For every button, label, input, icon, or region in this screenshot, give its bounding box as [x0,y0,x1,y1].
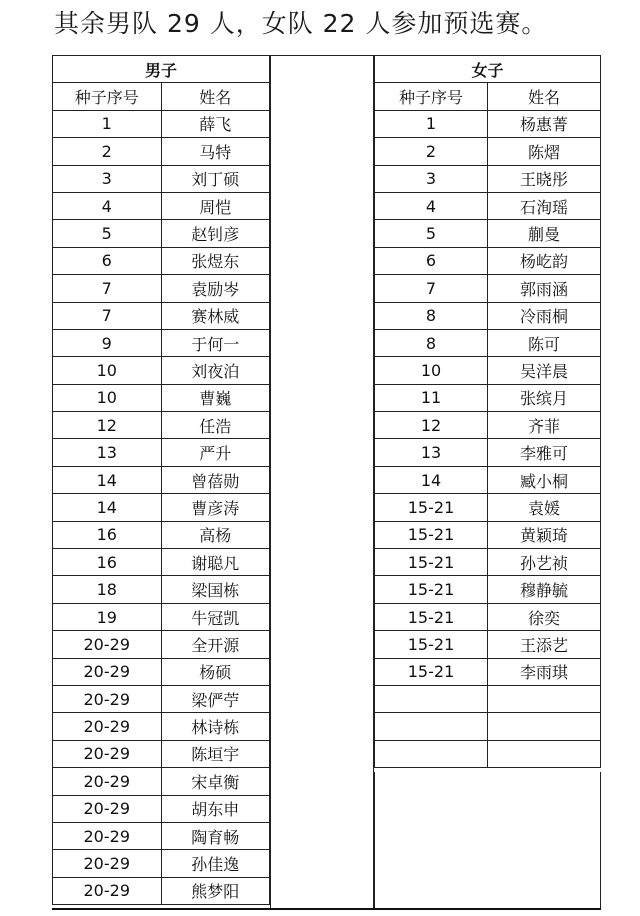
name-cell: 杨屹韵 [488,247,601,274]
table-row [53,768,270,795]
name-cell: 曹巍 [161,384,270,411]
table-row [375,576,601,603]
table-row [53,412,270,439]
name-cell: 郭雨涵 [488,275,601,302]
table-row [53,631,270,658]
table-row [53,247,270,274]
seed-cell: 5 [53,220,162,247]
table-row [53,658,270,685]
name-cell: 马特 [161,138,270,165]
seed-cell: 13 [375,439,488,466]
seed-cell: 20-29 [53,795,162,822]
seed-cell [375,685,488,712]
name-cell: 胡东申 [161,795,270,822]
table-row [375,220,601,247]
men-name-header: 姓名 [161,83,270,110]
table-row [53,494,270,521]
table-row [375,658,601,685]
name-cell: 徐奕 [488,603,601,630]
men-table-panel [52,55,270,905]
name-cell [488,740,601,767]
table-row [53,549,270,576]
name-cell: 李雨琪 [488,658,601,685]
name-cell: 杨硕 [161,658,270,685]
men-table-body [53,110,270,904]
table-row [53,740,270,767]
seed-cell: 6 [375,247,488,274]
table-row [375,603,601,630]
name-cell: 全开源 [161,631,270,658]
seed-cell [375,740,488,767]
seed-cell: 8 [375,302,488,329]
table-row [53,302,270,329]
name-cell: 孙艺祯 [488,549,601,576]
name-cell: 陈熠 [488,138,601,165]
table-row [375,302,601,329]
table-row [53,850,270,877]
table-row [53,713,270,740]
seed-cell: 7 [53,302,162,329]
table-row [53,795,270,822]
name-cell: 陈可 [488,329,601,356]
name-cell: 赵钊彦 [161,220,270,247]
name-cell: 梁国栋 [161,576,270,603]
table-row [53,138,270,165]
name-cell: 严升 [161,439,270,466]
seed-cell: 3 [375,165,488,192]
table-row [375,384,601,411]
name-cell: 刘丁硕 [161,165,270,192]
table-row [53,603,270,630]
name-cell: 周恺 [161,192,270,219]
bottom-rule [52,908,601,910]
name-cell: 陈垣宇 [161,740,270,767]
table-row [53,521,270,548]
seed-cell [375,713,488,740]
seed-cell: 9 [53,329,162,356]
women-table-panel [374,55,601,768]
women-seed-header: 种子序号 [375,83,488,110]
name-cell: 刘夜泊 [161,357,270,384]
table-row [53,384,270,411]
seed-cell: 16 [53,521,162,548]
table-row [53,192,270,219]
table-row [375,275,601,302]
table-row [375,192,601,219]
men-seed-table [52,55,270,905]
table-row [375,740,601,767]
name-cell: 孙佳逸 [161,850,270,877]
seed-cell: 20-29 [53,877,162,904]
name-cell: 袁媛 [488,494,601,521]
seed-cell: 1 [375,110,488,137]
name-cell: 袁励岑 [161,275,270,302]
seed-cell: 15-21 [375,631,488,658]
table-spacer-column [270,55,374,910]
seed-cell: 10 [53,357,162,384]
seed-cell: 2 [375,138,488,165]
seed-cell: 12 [375,412,488,439]
seed-cell: 4 [375,192,488,219]
men-group-header-row [53,56,270,83]
name-cell: 宋卓衡 [161,768,270,795]
seed-cell: 15-21 [375,658,488,685]
table-row [53,329,270,356]
name-cell: 石洵瑶 [488,192,601,219]
seed-cell: 20-29 [53,658,162,685]
table-row [375,713,601,740]
name-cell: 梁俨苧 [161,685,270,712]
table-row [375,494,601,521]
seed-cell: 14 [375,466,488,493]
seed-cell: 15-21 [375,521,488,548]
men-group-label: 男子 [53,56,270,83]
seed-cell: 14 [53,494,162,521]
name-cell [488,713,601,740]
women-name-header: 姓名 [488,83,601,110]
table-row [375,412,601,439]
seed-cell: 11 [375,384,488,411]
seed-cell: 6 [53,247,162,274]
men-column-header-row [53,83,270,110]
name-cell: 臧小桐 [488,466,601,493]
women-table-empty-area [374,772,601,910]
name-cell: 高杨 [161,521,270,548]
table-row [375,110,601,137]
seed-cell: 20-29 [53,850,162,877]
name-cell [488,685,601,712]
name-cell: 吴洋晨 [488,357,601,384]
women-group-label: 女子 [375,56,601,83]
women-group-header-row [375,56,601,83]
seed-cell: 20-29 [53,740,162,767]
seed-cell: 3 [53,165,162,192]
table-row [53,576,270,603]
name-cell: 熊梦阳 [161,877,270,904]
table-row [53,165,270,192]
seed-cell: 4 [53,192,162,219]
name-cell: 牛冠凯 [161,603,270,630]
seed-cell: 20-29 [53,713,162,740]
table-row [53,822,270,849]
name-cell: 张煜东 [161,247,270,274]
name-cell: 王添艺 [488,631,601,658]
table-row [53,275,270,302]
seed-cell: 7 [53,275,162,302]
seed-cell: 20-29 [53,768,162,795]
table-row [53,220,270,247]
table-row [375,138,601,165]
name-cell: 赛林威 [161,302,270,329]
seed-cell: 18 [53,576,162,603]
name-cell: 张缤月 [488,384,601,411]
table-row [375,685,601,712]
seed-cell: 2 [53,138,162,165]
seed-cell: 5 [375,220,488,247]
name-cell: 黄颖琦 [488,521,601,548]
name-cell: 冷雨桐 [488,302,601,329]
name-cell: 谢聪凡 [161,549,270,576]
seed-cell: 20-29 [53,822,162,849]
women-table-body [375,110,601,767]
table-row [53,877,270,904]
table-row [53,466,270,493]
women-column-header-row [375,83,601,110]
seed-cell: 16 [53,549,162,576]
name-cell: 任浩 [161,412,270,439]
table-row [53,685,270,712]
seed-cell: 20-29 [53,685,162,712]
seed-cell: 19 [53,603,162,630]
seed-cell: 13 [53,439,162,466]
seed-cell: 8 [375,329,488,356]
table-row [53,439,270,466]
table-row [375,466,601,493]
name-cell: 曹彦涛 [161,494,270,521]
table-row [375,521,601,548]
men-seed-header: 种子序号 [53,83,162,110]
seed-cell: 20-29 [53,631,162,658]
seed-cell: 14 [53,466,162,493]
seed-cell: 12 [53,412,162,439]
table-row [375,329,601,356]
seed-cell: 7 [375,275,488,302]
name-cell: 陶育畅 [161,822,270,849]
seed-cell: 15-21 [375,576,488,603]
table-row [53,110,270,137]
seed-cell: 15-21 [375,549,488,576]
table-row [53,357,270,384]
table-row [375,631,601,658]
seed-cell: 15-21 [375,603,488,630]
name-cell: 王晓彤 [488,165,601,192]
seed-cell: 10 [375,357,488,384]
name-cell: 齐菲 [488,412,601,439]
table-row [375,549,601,576]
table-row [375,439,601,466]
seed-cell: 10 [53,384,162,411]
table-row [375,357,601,384]
name-cell: 于何一 [161,329,270,356]
name-cell: 蒯曼 [488,220,601,247]
table-row [375,247,601,274]
seed-cell: 15-21 [375,494,488,521]
name-cell: 穆静毓 [488,576,601,603]
women-seed-table [374,55,601,768]
name-cell: 林诗栋 [161,713,270,740]
name-cell: 杨惠菁 [488,110,601,137]
name-cell: 李雅可 [488,439,601,466]
name-cell: 曾蓓勋 [161,466,270,493]
page-title: 其余男队 29 人，女队 22 人参加预选赛。 [54,9,548,38]
table-row [375,165,601,192]
name-cell: 薛飞 [161,110,270,137]
seed-cell: 1 [53,110,162,137]
